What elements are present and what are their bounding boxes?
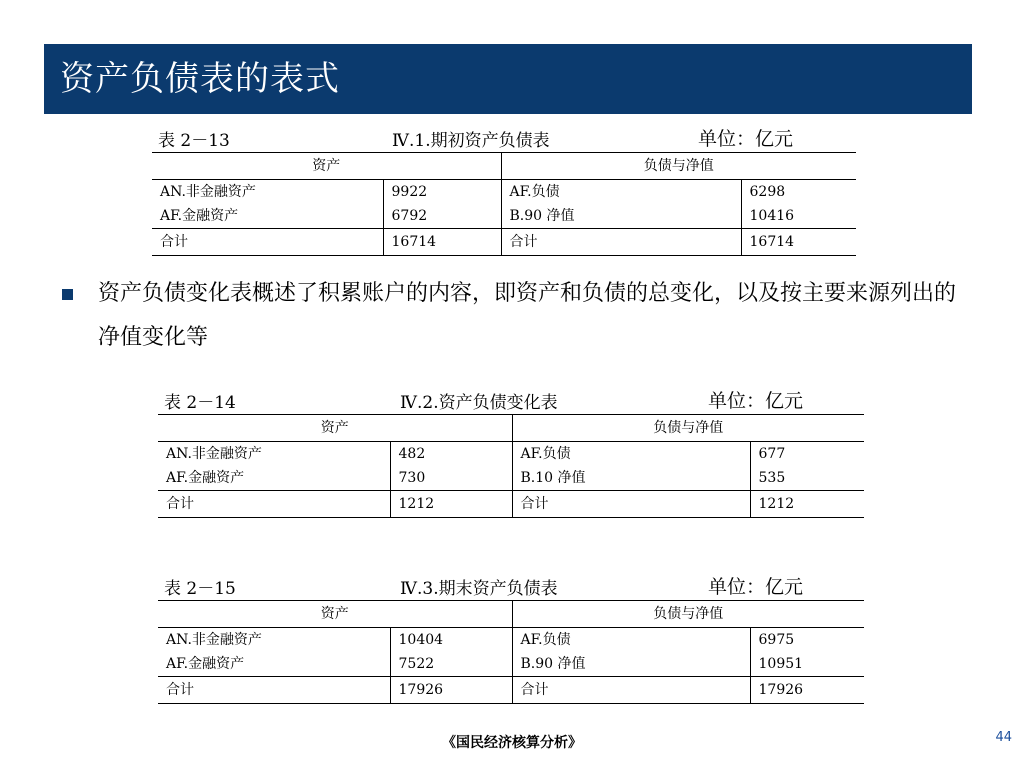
table-row bbox=[158, 466, 864, 491]
total-asset-value: 1212 bbox=[390, 491, 512, 518]
asset-name: AN.非金融资产 bbox=[160, 184, 256, 200]
bullet-text: 资产负债变化表概述了积累账户的内容，即资产和负债的总变化，以及按主要来源列出的净值变化等 bbox=[98, 281, 957, 350]
asset-name: AF.金融资产 bbox=[158, 466, 390, 491]
table-row bbox=[158, 628, 864, 653]
asset-name: AF.金融资产 bbox=[152, 204, 383, 229]
asset-value: 482 bbox=[390, 442, 512, 467]
total-label: 合计 bbox=[512, 677, 750, 704]
table-unit: 单位：亿元 bbox=[698, 128, 794, 150]
total-liability-value: 17926 bbox=[750, 677, 864, 704]
table-header-row bbox=[152, 153, 856, 180]
table-caption bbox=[158, 572, 864, 600]
total-label: 合计 bbox=[158, 491, 390, 518]
asset-value: 730 bbox=[390, 466, 512, 491]
total-asset-value: 16714 bbox=[383, 229, 501, 256]
total-label: 合计 bbox=[512, 491, 750, 518]
header-assets: 资产 bbox=[158, 601, 512, 628]
total-label: 合计 bbox=[152, 229, 383, 256]
slide-title: 资产负债表的表式 bbox=[60, 59, 340, 99]
liability-value: 10416 bbox=[741, 204, 856, 229]
table-row bbox=[158, 652, 864, 677]
table-header-row bbox=[158, 601, 864, 628]
total-label: 合计 bbox=[501, 229, 741, 256]
liability-name: B.10 净值 bbox=[512, 466, 750, 491]
slide-footer: 《国民经济核算分析》 bbox=[442, 735, 582, 751]
header-liabilities: 负债与净值 bbox=[512, 601, 864, 628]
asset-name: AN.非金融资产 bbox=[166, 632, 262, 648]
header-liabilities: 负债与净值 bbox=[501, 153, 856, 180]
table-caption bbox=[158, 386, 864, 414]
table-block-opening bbox=[152, 124, 856, 256]
table-unit: 单位：亿元 bbox=[708, 576, 804, 598]
title-bar bbox=[44, 44, 972, 114]
asset-value: 6792 bbox=[383, 204, 501, 229]
table-row bbox=[152, 204, 856, 229]
liability-value: 10951 bbox=[750, 652, 864, 677]
asset-value: 9922 bbox=[383, 180, 501, 205]
table-total-row bbox=[158, 491, 864, 518]
balance-sheet-table bbox=[158, 414, 864, 518]
table-label: 表 2－14 bbox=[164, 393, 236, 413]
table-total-row bbox=[158, 677, 864, 704]
header-assets: 资产 bbox=[158, 415, 512, 442]
asset-value: 10404 bbox=[390, 628, 512, 653]
table-row bbox=[158, 442, 864, 467]
table-header-row bbox=[158, 415, 864, 442]
total-label: 合计 bbox=[158, 677, 390, 704]
table-name: Ⅳ.2.资产负债变化表 bbox=[400, 393, 558, 413]
table-block-change bbox=[158, 386, 864, 518]
table-total-row bbox=[152, 229, 856, 256]
liability-value: 6298 bbox=[741, 180, 856, 205]
liability-value: 535 bbox=[750, 466, 864, 491]
liability-name: B.90 净值 bbox=[501, 204, 741, 229]
balance-sheet-table bbox=[152, 152, 856, 256]
table-caption bbox=[152, 124, 856, 152]
asset-name: AN.非金融资产 bbox=[166, 446, 262, 462]
total-liability-value: 16714 bbox=[741, 229, 856, 256]
page-number: 44 bbox=[995, 730, 1012, 745]
table-name: Ⅳ.1.期初资产负债表 bbox=[392, 131, 550, 151]
liability-name: B.90 净值 bbox=[512, 652, 750, 677]
total-liability-value: 1212 bbox=[750, 491, 864, 518]
square-bullet-icon bbox=[62, 289, 73, 300]
table-block-closing bbox=[158, 572, 864, 704]
liability-value: 6975 bbox=[750, 628, 864, 653]
balance-sheet-table bbox=[158, 600, 864, 704]
table-label: 表 2－13 bbox=[158, 131, 230, 151]
liability-value: 677 bbox=[750, 442, 864, 467]
table-row bbox=[152, 180, 856, 205]
asset-name: AF.金融资产 bbox=[158, 652, 390, 677]
table-unit: 单位：亿元 bbox=[708, 390, 804, 412]
total-asset-value: 17926 bbox=[390, 677, 512, 704]
liability-name: AF.负债 bbox=[512, 442, 750, 467]
table-name: Ⅳ.3.期末资产负债表 bbox=[400, 579, 558, 599]
header-assets: 资产 bbox=[152, 153, 501, 180]
header-liabilities: 负债与净值 bbox=[512, 415, 864, 442]
liability-name: AF.负债 bbox=[512, 628, 750, 653]
asset-value: 7522 bbox=[390, 652, 512, 677]
table-label: 表 2－15 bbox=[164, 579, 236, 599]
liability-name: AF.负债 bbox=[501, 180, 741, 205]
